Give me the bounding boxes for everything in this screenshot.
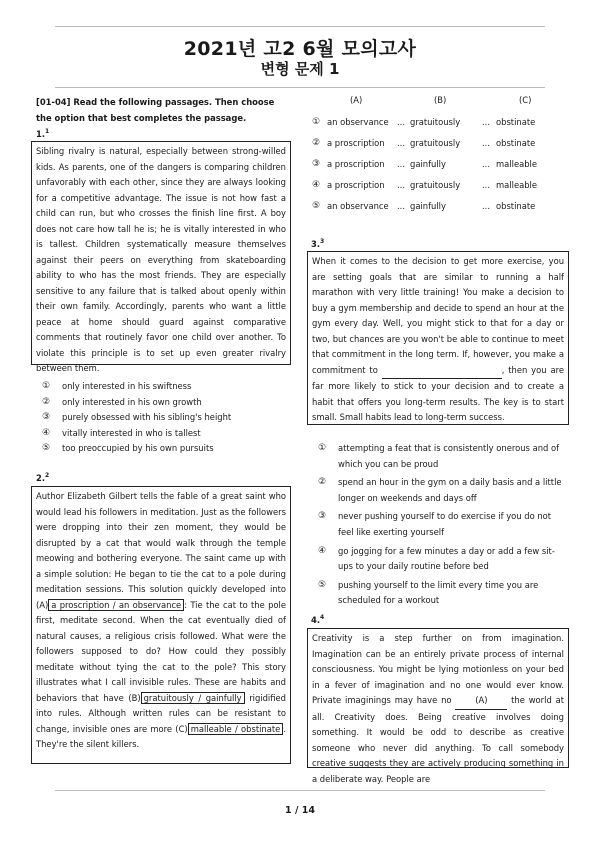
option-2[interactable]: ② spend an hour in the gym on a daily basis and a little longer on weekends and days off (318, 477, 562, 503)
page-title: 2021년 고2 6월 모의고사 (183, 38, 417, 60)
table-row[interactable]: ④ a proscription ... gratuitously ... malleable (312, 180, 538, 190)
q2-text-3: rigidified into rules. Although written rules can be resistant to change, invisible ones are more (C) (36, 692, 287, 734)
option-2[interactable]: ② only interested in his own growth (42, 396, 202, 407)
choice-box-c: malleable / obstinate (188, 723, 284, 735)
question-1-number: 1.$^1$ (36, 128, 50, 139)
choice-box-a: a proscription / an observance (48, 599, 184, 611)
option-4[interactable]: ④ vitally interested in who is tallest (42, 427, 201, 438)
question-4-number: 4.$^4$ (311, 614, 325, 625)
q4-text-1: Creativity is a step further on from imagination. Imagination can be an entirely private process of internal consciousness. You might be lying motionless on your bed in a fever of imagination and no one would ever know. Private imaginings may have no (312, 633, 564, 705)
question-2-passage (31, 486, 291, 764)
question-3-options (318, 441, 566, 609)
option-3[interactable]: ③ never pushing yourself to do exercise if you do not feel like exerting yourself (318, 511, 552, 537)
question-3-passage (307, 251, 569, 425)
question-3-number: 3.$^3$ (311, 238, 325, 249)
blank-a: (A) (455, 693, 507, 710)
q4-text-2: the world at all. Creativity does. Being creative involves doing something. It would be odd to describe as creative someone who never did anything. To call somebody creative suggests they are actively producing something in a deliberate way. People are (312, 695, 564, 784)
page-number: 1 / 14 (285, 805, 315, 816)
table-header (307, 95, 547, 113)
instructions: [01-04] Read the following passages. Then choose the option that best completes the passage. (36, 97, 275, 123)
question-1-options (42, 379, 287, 457)
q3-text-2: , then you are far more likely to stick to your decision and to create a habit that offers you long-term results. The key is to start small. Small habits lead to long-term success. (312, 364, 564, 422)
answer-table (307, 95, 547, 218)
col-c-header: (C) (519, 95, 532, 105)
question-1-passage: Sibling rivalry is natural, especially between strong-willed kids. As parents, one of the dangers is comparing children unfavorably with each other, since they are always looking for a competitive advantage. The issue is not how fast a child can run, but who crosses the finish line first. A boy does not care how tall he is; he is vitally interested in who is tallest. Children systematically measure themselves against their peers on everything from skateboarding ability to who has the most friends. They are especially sensitive to any failure that is talked about openly within their own family. Accordingly, parents who want a little peace at home should guard against comparative comments that routinely favor one child over another. To violate this principle is to set up even greater rivalry between them. (31, 141, 291, 365)
page-subtitle: 변형 문제 1 (260, 60, 340, 78)
top-rule (55, 26, 545, 27)
option-5[interactable]: ⑤ pushing yourself to the limit every time you are scheduled for a workout (318, 579, 539, 606)
col-b-header: (B) (434, 95, 447, 105)
option-3[interactable]: ③ purely obsessed with his sibling's height (42, 412, 232, 423)
table-row[interactable]: ① an observance ... gratuitously ... obstinate (312, 117, 536, 127)
table-row[interactable]: ③ a proscription ... gainfully ... malleable (312, 159, 538, 169)
q2-text-1: Author Elizabeth Gilbert tells the fable of a great saint who would lead his followers in meditation. Just as the followers were dropping into their zen moment, they would be disrupted by a cat that would walk through the temple meowing and bothering everyone. The saint came up with a simple solution: He began to tie the cat to a pole during meditation sessions. This solution quickly developed into (A) (36, 491, 286, 610)
table-row[interactable]: ② a proscription ... gratuitously ... obstinate (312, 138, 536, 148)
option-1[interactable]: ① only interested in his swiftness (42, 381, 192, 391)
option-5[interactable]: ⑤ too preoccupied by his own pursuits (42, 443, 214, 454)
col-a-header: (A) (350, 95, 363, 105)
question-4-passage (307, 628, 569, 784)
q2-text-2: : Tie the cat to the pole first, meditate second. When the cat eventually died of natural causes, a religious crisis followed. What were the followers supposed to do? How could they possibly meditate without tying the cat to the pole? This story illustrates what I call invisible rules. These are habits and behaviors that have (B) (36, 599, 286, 703)
choice-box-b: gratuitously / gainfully (141, 692, 245, 704)
q2-text-4: . They're the silent killers. (36, 723, 286, 749)
q3-text-1: When it comes to the decision to get more exercise, you are setting goals that are similar to running a half marathon with very little training! You make a decision to buy a gym membership and decide to spend an hour at the gym every day. Well, you might stick to that for a day or two, but chances are you won't be able to continue to meet that commitment in the long term. If, however, you make a commitment to (312, 256, 564, 375)
option-4[interactable]: ④ go jogging for a few minutes a day or add a few sit-ups to your daily routine before bed (318, 545, 555, 572)
answer-blank (382, 363, 502, 380)
header-rule (55, 87, 545, 88)
table-row[interactable]: ⑤ an observance ... gainfully ... obstinate (312, 201, 536, 211)
footer-rule (55, 790, 545, 791)
option-1[interactable]: ① attempting a feat that is consistently onerous and of which you can be proud (318, 443, 560, 469)
question-2-number: 2.$^2$ (36, 472, 50, 483)
